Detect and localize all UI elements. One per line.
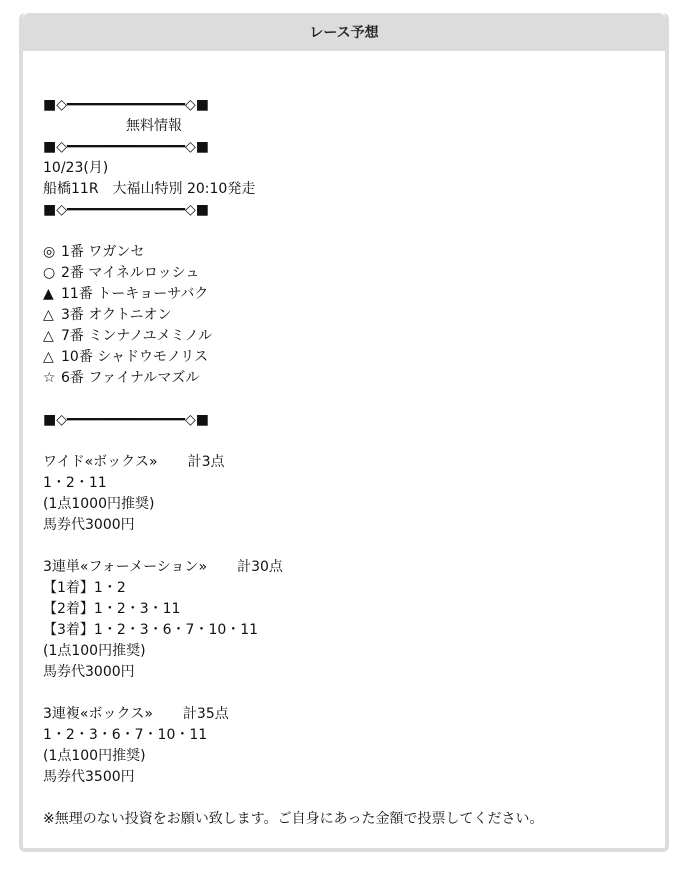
pick-mark: ○ (43, 265, 56, 281)
pick-item (43, 284, 665, 305)
pick-item (43, 368, 665, 389)
pick-item (43, 242, 665, 263)
bet-type: 3連複«ボックス» (43, 706, 153, 722)
bet-line: (1点100円推奨) (43, 643, 146, 659)
bet-line: 馬券代3500円 (43, 769, 135, 785)
bet-heading (43, 557, 665, 578)
pick-item (43, 305, 665, 326)
pick-text: 3番 オクトニオン (61, 307, 172, 323)
pick-text: 6番 ファイナルマズル (61, 370, 200, 386)
pick-mark: △ (43, 307, 54, 323)
panel-header (23, 13, 665, 51)
panel-body (23, 51, 665, 830)
pick-mark: △ (43, 349, 54, 365)
pick-item (43, 263, 665, 284)
bet-line: 【1着】1・2 (43, 580, 126, 596)
bet-line: 馬券代3000円 (43, 664, 135, 680)
bet-line: 【2着】1・2・3・11 (43, 601, 181, 617)
bet-type: 3連単«フォーメーション» (43, 559, 208, 575)
free-info-label: 無料情報 (126, 118, 182, 134)
bet-line: (1点1000円推奨) (43, 496, 155, 512)
bet-line: (1点100円推奨) (43, 748, 146, 764)
separator-line: ■◇━━━━━━━━━━━━━━◇■ (43, 412, 209, 428)
bet-type: ワイド«ボックス» (43, 454, 158, 470)
pick-text: 11番 トーキョーサバク (61, 286, 209, 302)
bet-line: 1・2・3・6・7・10・11 (43, 727, 208, 743)
pick-mark: △ (43, 328, 54, 344)
bet-total: 計30点 (237, 559, 283, 575)
bet-heading (43, 452, 665, 473)
race-date: 10/23(月) (43, 160, 109, 176)
bet-total: 計35点 (182, 706, 229, 722)
bet-wide-box (43, 452, 665, 536)
bet-heading (43, 704, 665, 725)
bet-total: 計3点 (187, 454, 225, 470)
bet-trio-box (43, 704, 665, 788)
pick-text: 10番 シャドウモノリス (61, 349, 209, 365)
pick-text: 7番 ミンナノユメミノル (61, 328, 213, 344)
bet-line: 1・2・11 (43, 475, 107, 491)
pick-text: 2番 マイネルロッシュ (61, 265, 200, 281)
pick-text: 1番 ワガンセ (61, 244, 145, 260)
pick-item (43, 347, 665, 368)
notice-text: ※無理のない投資をお願い致します。ご自身にあった金額で投票してください。 (43, 811, 544, 827)
bet-trifecta-formation (43, 557, 665, 683)
separator-line: ■◇━━━━━━━━━━━━━━◇■ (43, 97, 209, 113)
panel-title: レース予想 (309, 25, 379, 41)
picks-list (43, 242, 665, 389)
separator-line: ■◇━━━━━━━━━━━━━━◇■ (43, 139, 209, 155)
bet-line: 馬券代3000円 (43, 517, 135, 533)
separator-line: ■◇━━━━━━━━━━━━━━◇■ (43, 202, 209, 218)
race-info: 船橋11R 大福山特別 20:10発走 (43, 181, 256, 197)
pick-mark: ▲ (43, 286, 54, 302)
pick-mark: ◎ (43, 244, 56, 260)
race-prediction-panel (19, 13, 669, 852)
pick-mark: ☆ (43, 370, 56, 386)
bet-line: 【3着】1・2・3・6・7・10・11 (43, 622, 259, 638)
pick-item (43, 326, 665, 347)
